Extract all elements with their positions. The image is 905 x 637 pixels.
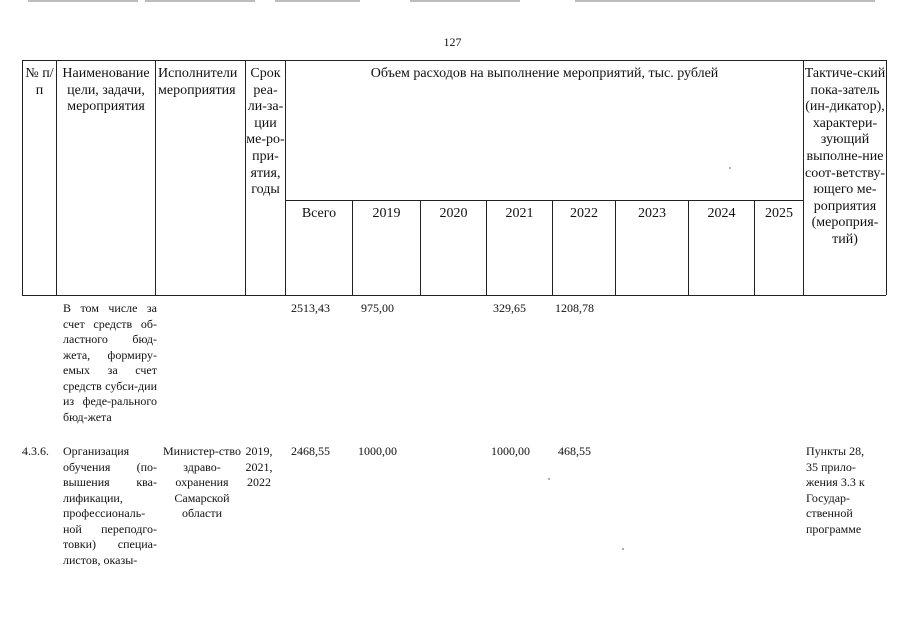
header-name: Наименование цели, задачи, мероприятия — [62, 66, 150, 115]
scan-speck — [622, 548, 624, 550]
scan-speck — [729, 167, 731, 169]
scan-artifact — [410, 0, 520, 2]
header-year-2022: 2022 — [570, 206, 598, 221]
row-2-2022: 468,55 — [558, 444, 591, 458]
col-border — [886, 60, 887, 295]
header-bottom-border — [22, 295, 886, 296]
header-num: № п/п — [25, 66, 54, 98]
header-year-2019: 2019 — [372, 206, 401, 221]
col-border — [285, 60, 286, 295]
row-2-executors: Министер-ство здраво-охранения Самарской области — [163, 444, 241, 520]
header-year-2021: 2021 — [505, 206, 534, 221]
row-2-indicator: Пункты 28, 35 прило-жения 3.3 к Государ-ственной программе — [806, 444, 865, 536]
row-1-2022: 1208,78 — [555, 301, 594, 315]
header-year-2023: 2023 — [638, 206, 666, 221]
header-year-2024: 2024 — [707, 206, 736, 221]
header-year-2020: 2020 — [439, 206, 468, 221]
scan-artifact — [28, 0, 138, 2]
row-2-2019: 1000,00 — [358, 444, 397, 458]
scan-speck — [548, 478, 550, 480]
row-2-total: 2468,55 — [291, 444, 330, 458]
header-year-total: Всего — [301, 206, 337, 221]
header-term: Срок реа-ли-за-ции ме-ро-при-ятия, годы — [246, 66, 285, 198]
col-border — [155, 60, 156, 295]
scan-artifact — [145, 0, 255, 2]
row-2-2021: 1000,00 — [491, 444, 530, 458]
header-volume: Объем расходов на выполнение мероприятий, тыс. рублей — [370, 66, 719, 81]
header-year-2025: 2025 — [765, 206, 793, 221]
page-number: 127 — [443, 35, 462, 49]
row-1-total: 2513,43 — [291, 301, 330, 315]
header-executors: Исполнители мероприятия — [158, 66, 238, 98]
header-indicator: Тактиче-ский пока-затель (ин-дикатор), характери-зующий выполне-ние соот-ветству-ющего ме-роприятия (мероприя-тий) — [804, 66, 886, 247]
row-1-2021: 329,65 — [493, 301, 526, 315]
table-top-border — [22, 60, 886, 61]
row-2-num: 4.3.6. — [22, 444, 49, 458]
row-1-name: В том числе за счет средств об-ластного бюд-жета, формиру-емых за счет средств субси-дии из феде-рального бюд-жета — [63, 301, 157, 424]
row-1-2019: 975,00 — [361, 301, 394, 315]
years-divider — [285, 200, 803, 201]
row-2-name: Организация обучения (по-вышения ква-лификации, профессиональ-ной переподго-товки) специа-листов, оказы- — [63, 444, 157, 567]
scan-artifact — [575, 0, 875, 2]
row-2-term: 2019, 2021, 2022 — [245, 444, 273, 489]
scan-artifact — [275, 0, 360, 2]
